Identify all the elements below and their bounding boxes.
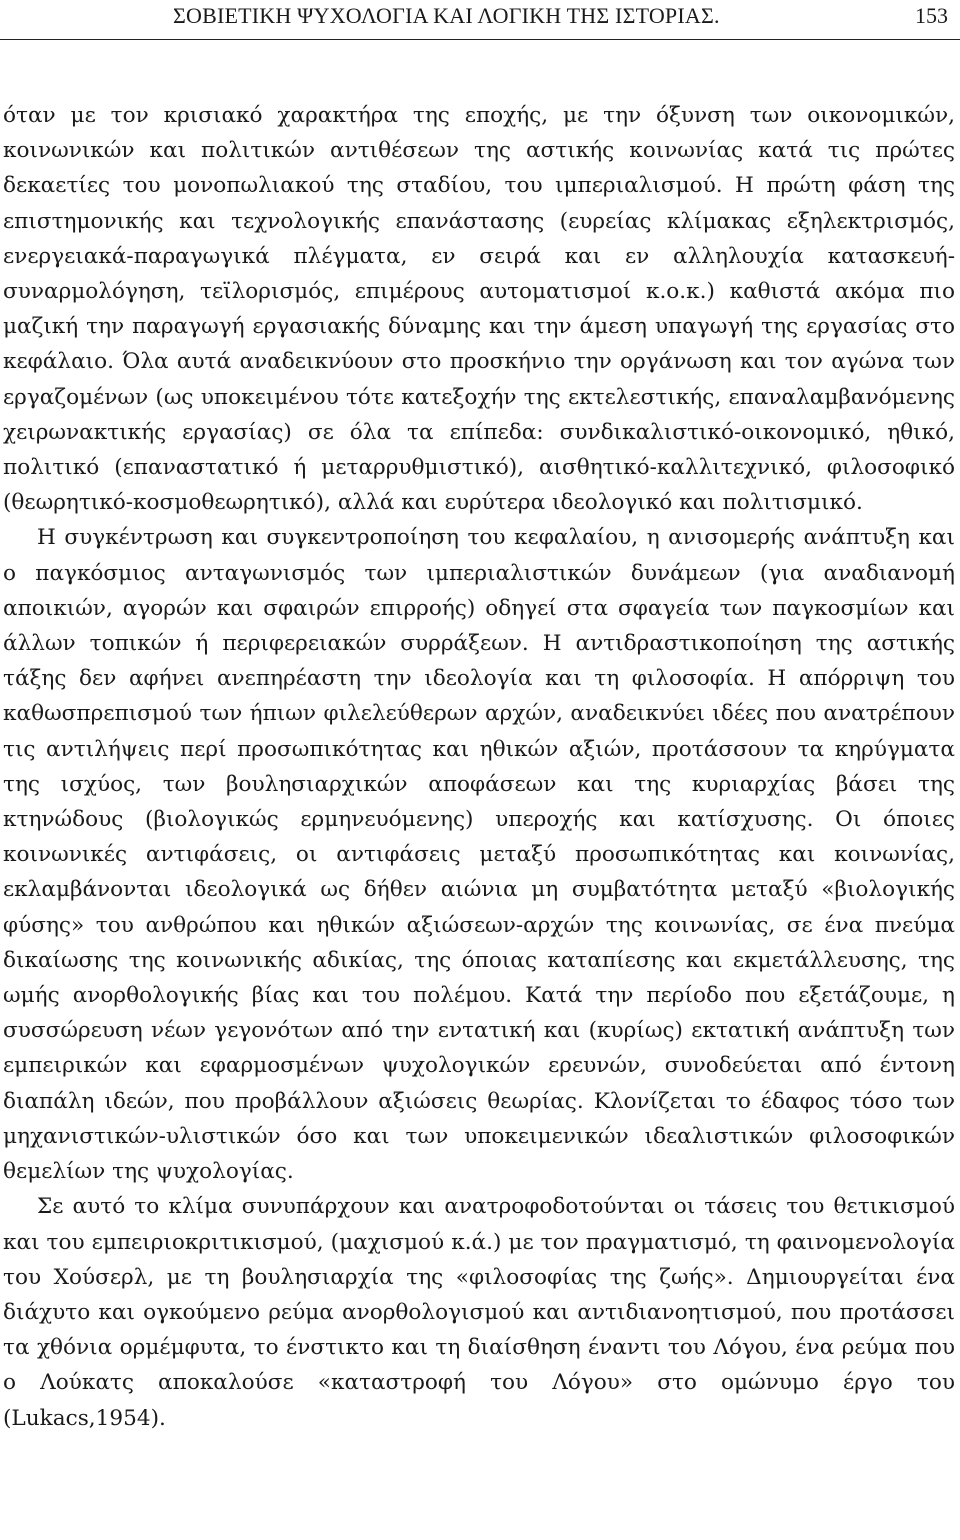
page-header (0, 0, 960, 42)
body-text (3, 98, 955, 1436)
header-rule (0, 39, 960, 40)
page-number: 153 (915, 3, 948, 28)
paragraph-2: Η συγκέντρωση και συγκεντροποίηση του κεφαλαίου, η ανισομερής ανάπτυξη και ο παγκόσμιος ανταγωνισμός των ιμπεριαλιστικών δυνάμεων (για αναδιανομή αποικιών, αγορών και σφαιρών επιρροής) οδηγεί στα σφαγεία των παγκοσμίων και άλλων τοπικών ή περιφερειακών συρράξεων. Η αντιδραστικοποίηση της αστικής τάξης δεν αφήνει ανεπηρέαστη την ιδεολογία και τη φιλοσοφία. Η απόρριψη του καθωσπρεπισμού των ήπιων φιλελεύθερων αρχών, αναδεικνύει ιδέες που ανατρέπουν τις αντιλήψεις περί προσωπικότητας και ηθικών αξιών, προτάσσουν τα κηρύγματα της ισχύος, των βουλησιαρχικών αποφάσεων και της κυριαρχίας βάσει της κτηνώδους (βιολογικώς ερμηνευόμενης) υπεροχής και κατίσχυσης. Οι όποιες κοινωνικές αντιφάσεις, οι αντιφάσεις μεταξύ προσωπικότητας και κοινωνίας, εκλαμβάνονται ιδεολογικά ως δήθεν αιώνια μη συμβατότητα μεταξύ «βιολογικής φύσης» του ανθρώπου και ηθικών αξιώσεων-αρχών της κοινωνίας, σε ένα πνεύμα δικαίωσης της κοινωνικής αδικίας, της όποιας καταπίεσης και εκμετάλλευσης, της ωμής ανορθολογικής βίας και του πολέμου. Κατά την περίοδο που εξετάζουμε, η συσσώρευση νέων γεγονότων από την εντατική και (κυρίως) εκτατική ανάπτυξη των εμπειρικών και εφαρμοσμένων ψυχολογικών ερευνών, συνοδεύεται από έντονη διαπάλη ιδεών, που προβάλλουν αξιώσεις θεωρίας. Κλονίζεται το έδαφος τόσο των μηχανιστικών-υλιστικών όσο και των υποκειμενικών ιδεαλιστικών φιλοσοφικών θεμελίων της ψυχολογίας. (3, 525, 955, 1185)
running-title: ΣΟΒΙΕΤΙΚΗ ΨΥΧΟΛΟΓΙΑ ΚΑΙ ΛΟΓΙΚΗ ΤΗΣ ΙΣΤΟΡΙΑΣ. (173, 3, 720, 28)
paragraph-1: όταν με τον κρισιακό χαρακτήρα της εποχής, με την όξυνση των οικονομικών, κοινωνικών και πολιτικών αντιθέσεων της αστικής κοινωνίας κατά τις πρώτες δεκαετίες του μονοπωλιακού της σταδίου, του ιμπεριαλισμού. Η πρώτη φάση της επιστημονικής και τεχνολογικής επανάστασης (ευρείας κλίμακας εξηλεκτρισμός, ενεργειακά-παραγωγικά πλέγματα, εν σειρά και εν αλληλουχία κατασκευή-συναρμολόγηση, τεϊλορισμός, επιμέρους αυτοματισμοί κ.ο.κ.) καθιστά ακόμα πιο μαζική την παραγωγή εργασιακής δύναμης και την άμεση υπαγωγή της εργασίας στο κεφάλαιο. Όλα αυτά αναδεικνύουν στο προσκήνιο την οργάνωση και τον αγώνα των εργαζομένων (ως υποκειμένου τότε κατεξοχήν της εκτελεστικής, επαναλαμβανόμενης χειρωνακτικής εργασίας) σε όλα τα επίπεδα: συνδικαλιστικό-οικονομικό, ηθικό, πολιτικό (επαναστατικό ή μεταρρυθμιστικό), αισθητικό-καλλιτεχνικό, φιλοσοφικό (θεωρητικό-κοσμοθεωρητικό), αλλά και ευρύτερα ιδεολογικό και πολιτισμικό. (3, 103, 955, 516)
paragraph-3: Σε αυτό το κλίμα συνυπάρχουν και ανατροφοδοτούνται οι τάσεις του θετικισμού και του εμπειριοκριτικισμού, (μαχισμού κ.ά.) με τον πραγματισμό, τη φαινομενολογία του Χούσερλ, με τη βουλησιαρχία της «φιλοσοφίας της ζωής». Δημιουργείται ένα διάχυτο και ογκούμενο ρεύμα ανορθολογισμού και αντιδιανοητισμού, που προτάσσει τα χθόνια ορμέμφυτα, το ένστικτο και τη διαίσθηση έναντι του Λόγου, ένα ρεύμα που ο Λούκατς αποκαλούσε «καταστροφή του Λόγου» στο ομώνυμο έργο του (Lukacs,1954). (3, 1194, 955, 1431)
